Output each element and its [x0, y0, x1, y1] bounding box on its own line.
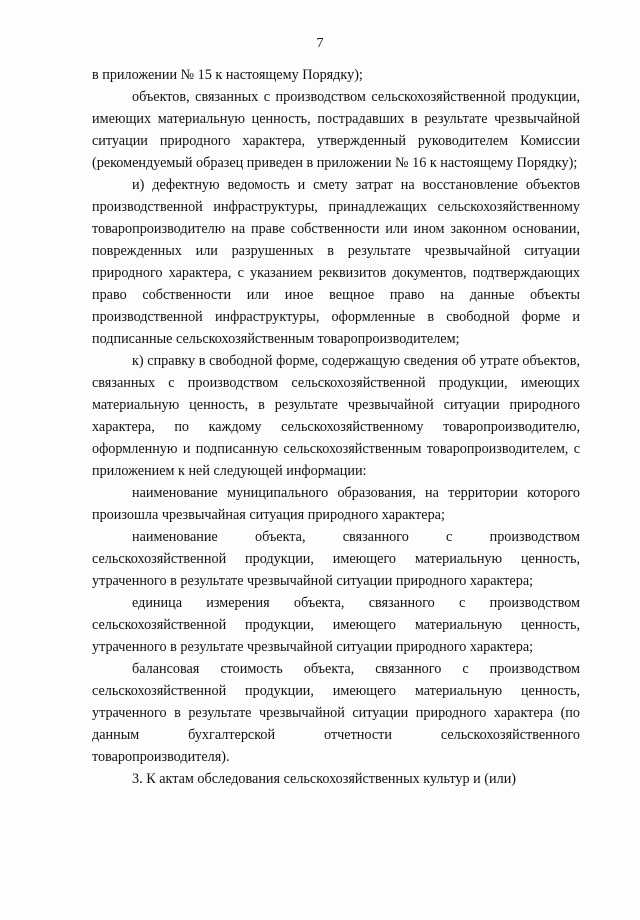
paragraph: наименование объекта, связанного с производством сельскохозяйственной продукции, имеющего материальную ценность, утраченного в результате чрезвычайной ситуации природного характера; — [92, 529, 580, 589]
document-body — [92, 64, 580, 790]
paragraph: в приложении № 15 к настоящему Порядку); — [92, 67, 363, 83]
paragraph: 3. К актам обследования сельскохозяйственных культур и (или) — [132, 771, 517, 787]
paragraph: к) справку в свободной форме, содержащую сведения об утрате объектов, связанных с производством сельскохозяйственной продукции, имеющих материальную ценность, в результате чрезвычайной ситуации природного характера, по каждому сельскохозяйственному товаропроизводителю, оформленную и подписанную сельскохозяйственным товаропроизводителем, с приложением к ней следующей информации: — [92, 353, 580, 479]
paragraph: и) дефектную ведомость и смету затрат на восстановление объектов производственной инфраструктуры, принадлежащих сельскохозяйственному товаропроизводителю на праве собственности или ином законном основании, поврежденных или разрушенных в результате чрезвычайной ситуации природного характера, с указанием реквизитов документов, подтверждающих право собственности или иное вещное право на данные объекты производственной инфраструктуры, оформленные в свободной форме и подписанные сельскохозяйственным товаропроизводителем; — [92, 177, 580, 347]
paragraph: единица измерения объекта, связанного с производством сельскохозяйственной продукции, имеющего материальную ценность, утраченного в результате чрезвычайной ситуации природного характера; — [92, 595, 580, 655]
paragraph: балансовая стоимость объекта, связанного с производством сельскохозяйственной продукции, имеющего материальную ценность, утраченного в результате чрезвычайной ситуации природного характера (по данным бухгалтерской отчетности сельскохозяйственного товаропроизводителя). — [92, 661, 580, 765]
paragraph: наименование муниципального образования, на территории которого произошла чрезвычайная ситуация природного характера; — [92, 485, 580, 523]
page-number: 7 — [316, 36, 324, 51]
paragraph: объектов, связанных с производством сельскохозяйственной продукции, имеющих материальную ценность, пострадавших в результате чрезвычайной ситуации природного характера, утвержденный руководителем Комиссии (рекомендуемый образец приведен в приложении № 16 к настоящему Порядку); — [92, 89, 580, 171]
